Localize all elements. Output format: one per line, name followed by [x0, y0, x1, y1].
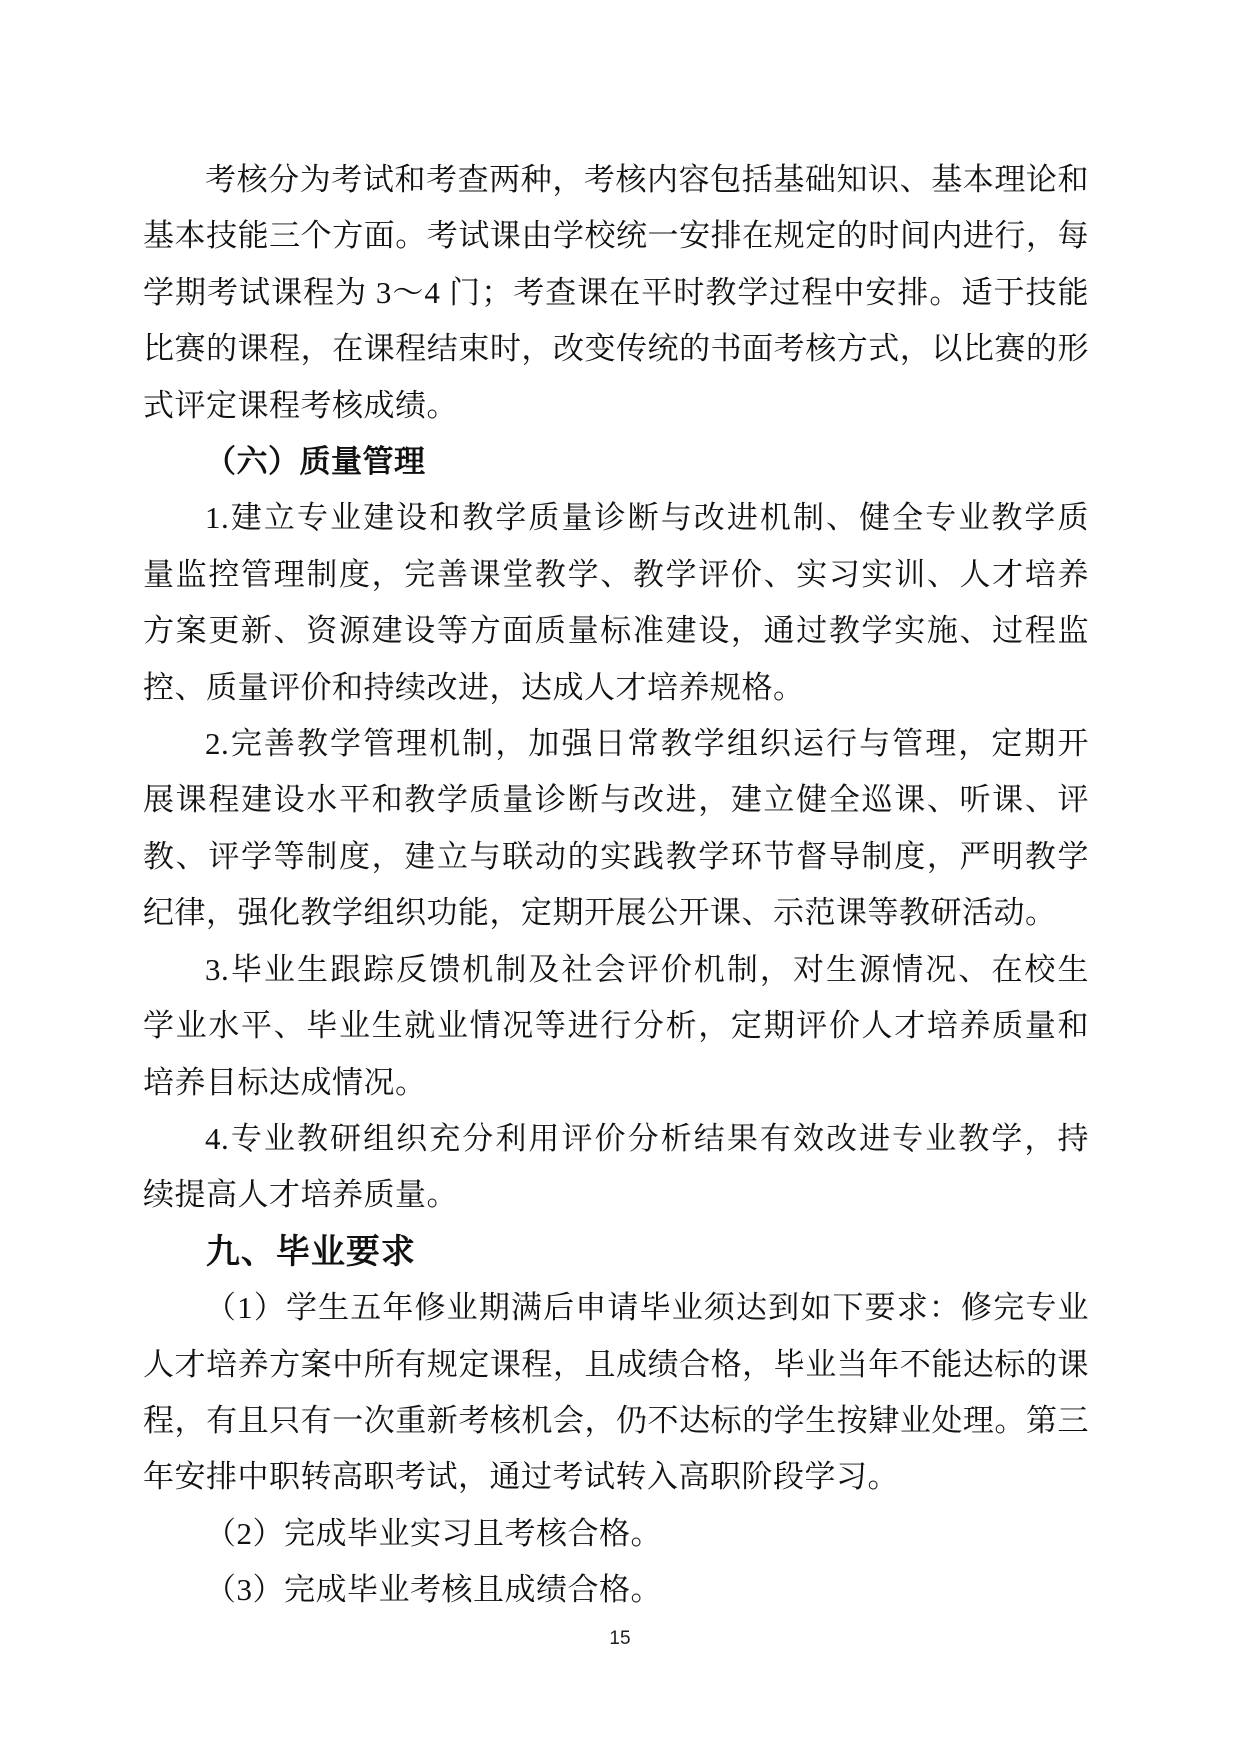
paragraph	[143, 716, 1089, 942]
text-line: 年安排中职转高职考试，通过考试转入高职阶段学习。	[143, 1459, 899, 1495]
text-line: 控、质量评价和持续改进，达成人才培养规格。	[143, 669, 805, 705]
text-line: 学业水平、毕业生就业情况等进行分析，定期评价人才培养质量和	[143, 1008, 1089, 1044]
paragraph	[143, 1280, 1089, 1506]
text-line: （1）学生五年修业期满后申请毕业须达到如下要求：修完专业	[205, 1290, 1089, 1326]
page-number: 15	[609, 1628, 631, 1649]
text-line: 2.完善教学管理机制，加强日常教学组织运行与管理，定期开	[205, 726, 1089, 762]
paragraph	[143, 152, 1089, 434]
section-heading	[143, 434, 1089, 490]
text-line: （六）质量管理	[205, 444, 426, 480]
paragraph	[143, 490, 1089, 716]
text-line: （2）完成毕业实习且考核合格。	[205, 1515, 662, 1551]
text-line: 程，有且只有一次重新考核机会，仍不达标的学生按肄业处理。第三	[143, 1402, 1089, 1438]
paragraph	[143, 1562, 1089, 1618]
text-line: 量监控管理制度，完善课堂教学、教学评价、实习实训、人才培养	[143, 556, 1089, 592]
text-line: 培养目标达成情况。	[143, 1064, 427, 1100]
paragraph	[143, 1506, 1089, 1562]
text-line: 展课程建设水平和教学质量诊断与改进，建立健全巡课、听课、评	[143, 782, 1089, 818]
text-line: 人才培养方案中所有规定课程，且成绩合格，毕业当年不能达标的课	[143, 1346, 1089, 1382]
text-line: 纪律，强化教学组织功能，定期开展公开课、示范课等教研活动。	[143, 895, 1057, 931]
text-line: 1.建立专业建设和教学质量诊断与改进机制、健全专业教学质	[205, 500, 1089, 536]
text-line: 续提高人才培养质量。	[143, 1177, 458, 1213]
text-line: 3.毕业生跟踪反馈机制及社会评价机制，对生源情况、在校生	[205, 951, 1089, 987]
paragraph	[143, 942, 1089, 1111]
text-line: 教、评学等制度，建立与联动的实践教学环节督导制度，严明教学	[143, 838, 1089, 874]
paragraph	[143, 1111, 1089, 1224]
text-line: 九、毕业要求	[205, 1232, 416, 1271]
text-line: 考核分为考试和考查两种，考核内容包括基础知识、基本理论和	[205, 162, 1089, 197]
document-body	[143, 152, 1089, 1619]
text-line: 式评定课程考核成绩。	[143, 387, 458, 423]
text-line: （3）完成毕业考核且成绩合格。	[205, 1572, 662, 1608]
section-heading	[143, 1224, 1089, 1280]
text-line: 4.专业教研组织充分利用评价分析结果有效改进专业教学，持	[205, 1120, 1089, 1156]
text-line: 学期考试课程为 3～4 门；考查课在平时教学过程中安排。适于技能	[143, 274, 1089, 310]
text-line: 方案更新、资源建设等方面质量标准建设，通过教学实施、过程监	[143, 613, 1089, 649]
text-line: 基本技能三个方面。考试课由学校统一安排在规定的时间内进行，每	[143, 218, 1089, 254]
text-line: 比赛的课程，在课程结束时，改变传统的书面考核方式，以比赛的形	[143, 331, 1089, 367]
